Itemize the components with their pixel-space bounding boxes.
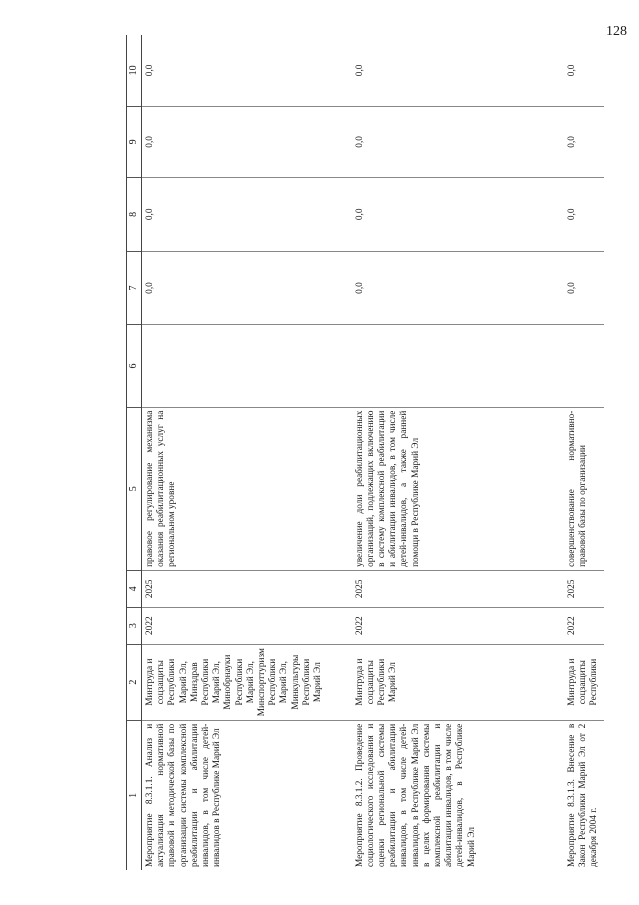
column-number-9: 9 — [127, 106, 142, 177]
start-year-cell: 2022 — [564, 607, 604, 644]
value-cell: 0,0 — [142, 106, 352, 177]
value-cell: 0,0 — [142, 251, 352, 325]
column-number-10: 10 — [127, 35, 142, 106]
value-cell: 0,0 — [142, 35, 352, 106]
table-row — [142, 35, 352, 870]
column-number-6: 6 — [127, 325, 142, 407]
result-cell: правовое регулирование механизма оказания реабилитационных услуг на региональном уровне — [142, 407, 352, 570]
table-row — [352, 35, 564, 870]
column-number-4: 4 — [127, 570, 142, 607]
measure-cell: Мероприятие 8.3.1.1. Анализ и актуализация нормативной правовой и методической базы по организации системы комплексной реабилитации и абилитации инвалидов, в том числе детей-инвалидов в Республике Марий Эл — [145, 723, 223, 867]
result-cell: совершенствование нормативно-правовой базы по организации — [564, 407, 604, 570]
value-cell: 0,0 — [564, 106, 604, 177]
result-cell: увеличение доли реабилитационных организаций, подлежащих включению в систему комплексной реабилитации и абилитации инвалидов, в том числе детей-инвалидов, а также ранней помощи в Республике Марий Эл — [352, 407, 564, 570]
start-year-cell: 2022 — [352, 607, 564, 644]
executor-cell: Минтруда и соцзащиты Республики Марий Эл, Минздрав Республики Марий Эл, Минобрнауки Республики Марий Эл, Минспорттуризм Республики Марий Эл, Минкультуры Республики Марий Эл — [142, 644, 352, 720]
table-row — [564, 35, 604, 870]
column-number-1: 1 — [127, 720, 142, 870]
column-6-cell — [352, 325, 564, 407]
page-number: 128 — [606, 24, 627, 39]
value-cell: 0,0 — [564, 35, 604, 106]
value-cell: 0,0 — [352, 106, 564, 177]
value-cell: 0,0 — [352, 251, 564, 325]
column-number-3: 3 — [127, 607, 142, 644]
column-number-8: 8 — [127, 178, 142, 252]
start-year-cell: 2022 — [142, 607, 352, 644]
column-6-cell — [142, 325, 352, 407]
column-number-row — [127, 35, 142, 870]
value-cell: 0,0 — [564, 251, 604, 325]
value-cell: 0,0 — [564, 178, 604, 252]
executor-cell: Минтруда и соцзащиты Республики — [564, 644, 604, 720]
column-6-cell — [564, 325, 604, 407]
end-year-cell: 2025 — [142, 570, 352, 607]
measures-table-rotated — [126, 35, 619, 870]
end-year-cell: 2025 — [564, 570, 604, 607]
measure-cell: Мероприятие 8.3.1.3. Внесение в Закон Республики Марий Эл от 2 декабря 2004 г. — [566, 723, 599, 867]
value-cell: 0,0 — [352, 35, 564, 106]
executor-cell: Минтруда и соцзащиты Республики Марий Эл — [352, 644, 564, 720]
column-number-7: 7 — [127, 251, 142, 325]
value-cell: 0,0 — [352, 178, 564, 252]
end-year-cell: 2025 — [352, 570, 564, 607]
value-cell: 0,0 — [142, 178, 352, 252]
measure-cell: Мероприятие 8.3.1.2. Проведение социологического исследования и оценки региональной системы реабилитации и абилитации инвалидов, в том числе детей-инвалидов, в Республике Марий Эл в целях формирования системы комплексной реабилитации и абилитации инвалидов, в том числе детей-инвалидов, в Республике Марий Эл — [354, 723, 477, 867]
column-number-5: 5 — [127, 407, 142, 570]
column-number-2: 2 — [127, 644, 142, 720]
measures-table — [126, 35, 604, 870]
